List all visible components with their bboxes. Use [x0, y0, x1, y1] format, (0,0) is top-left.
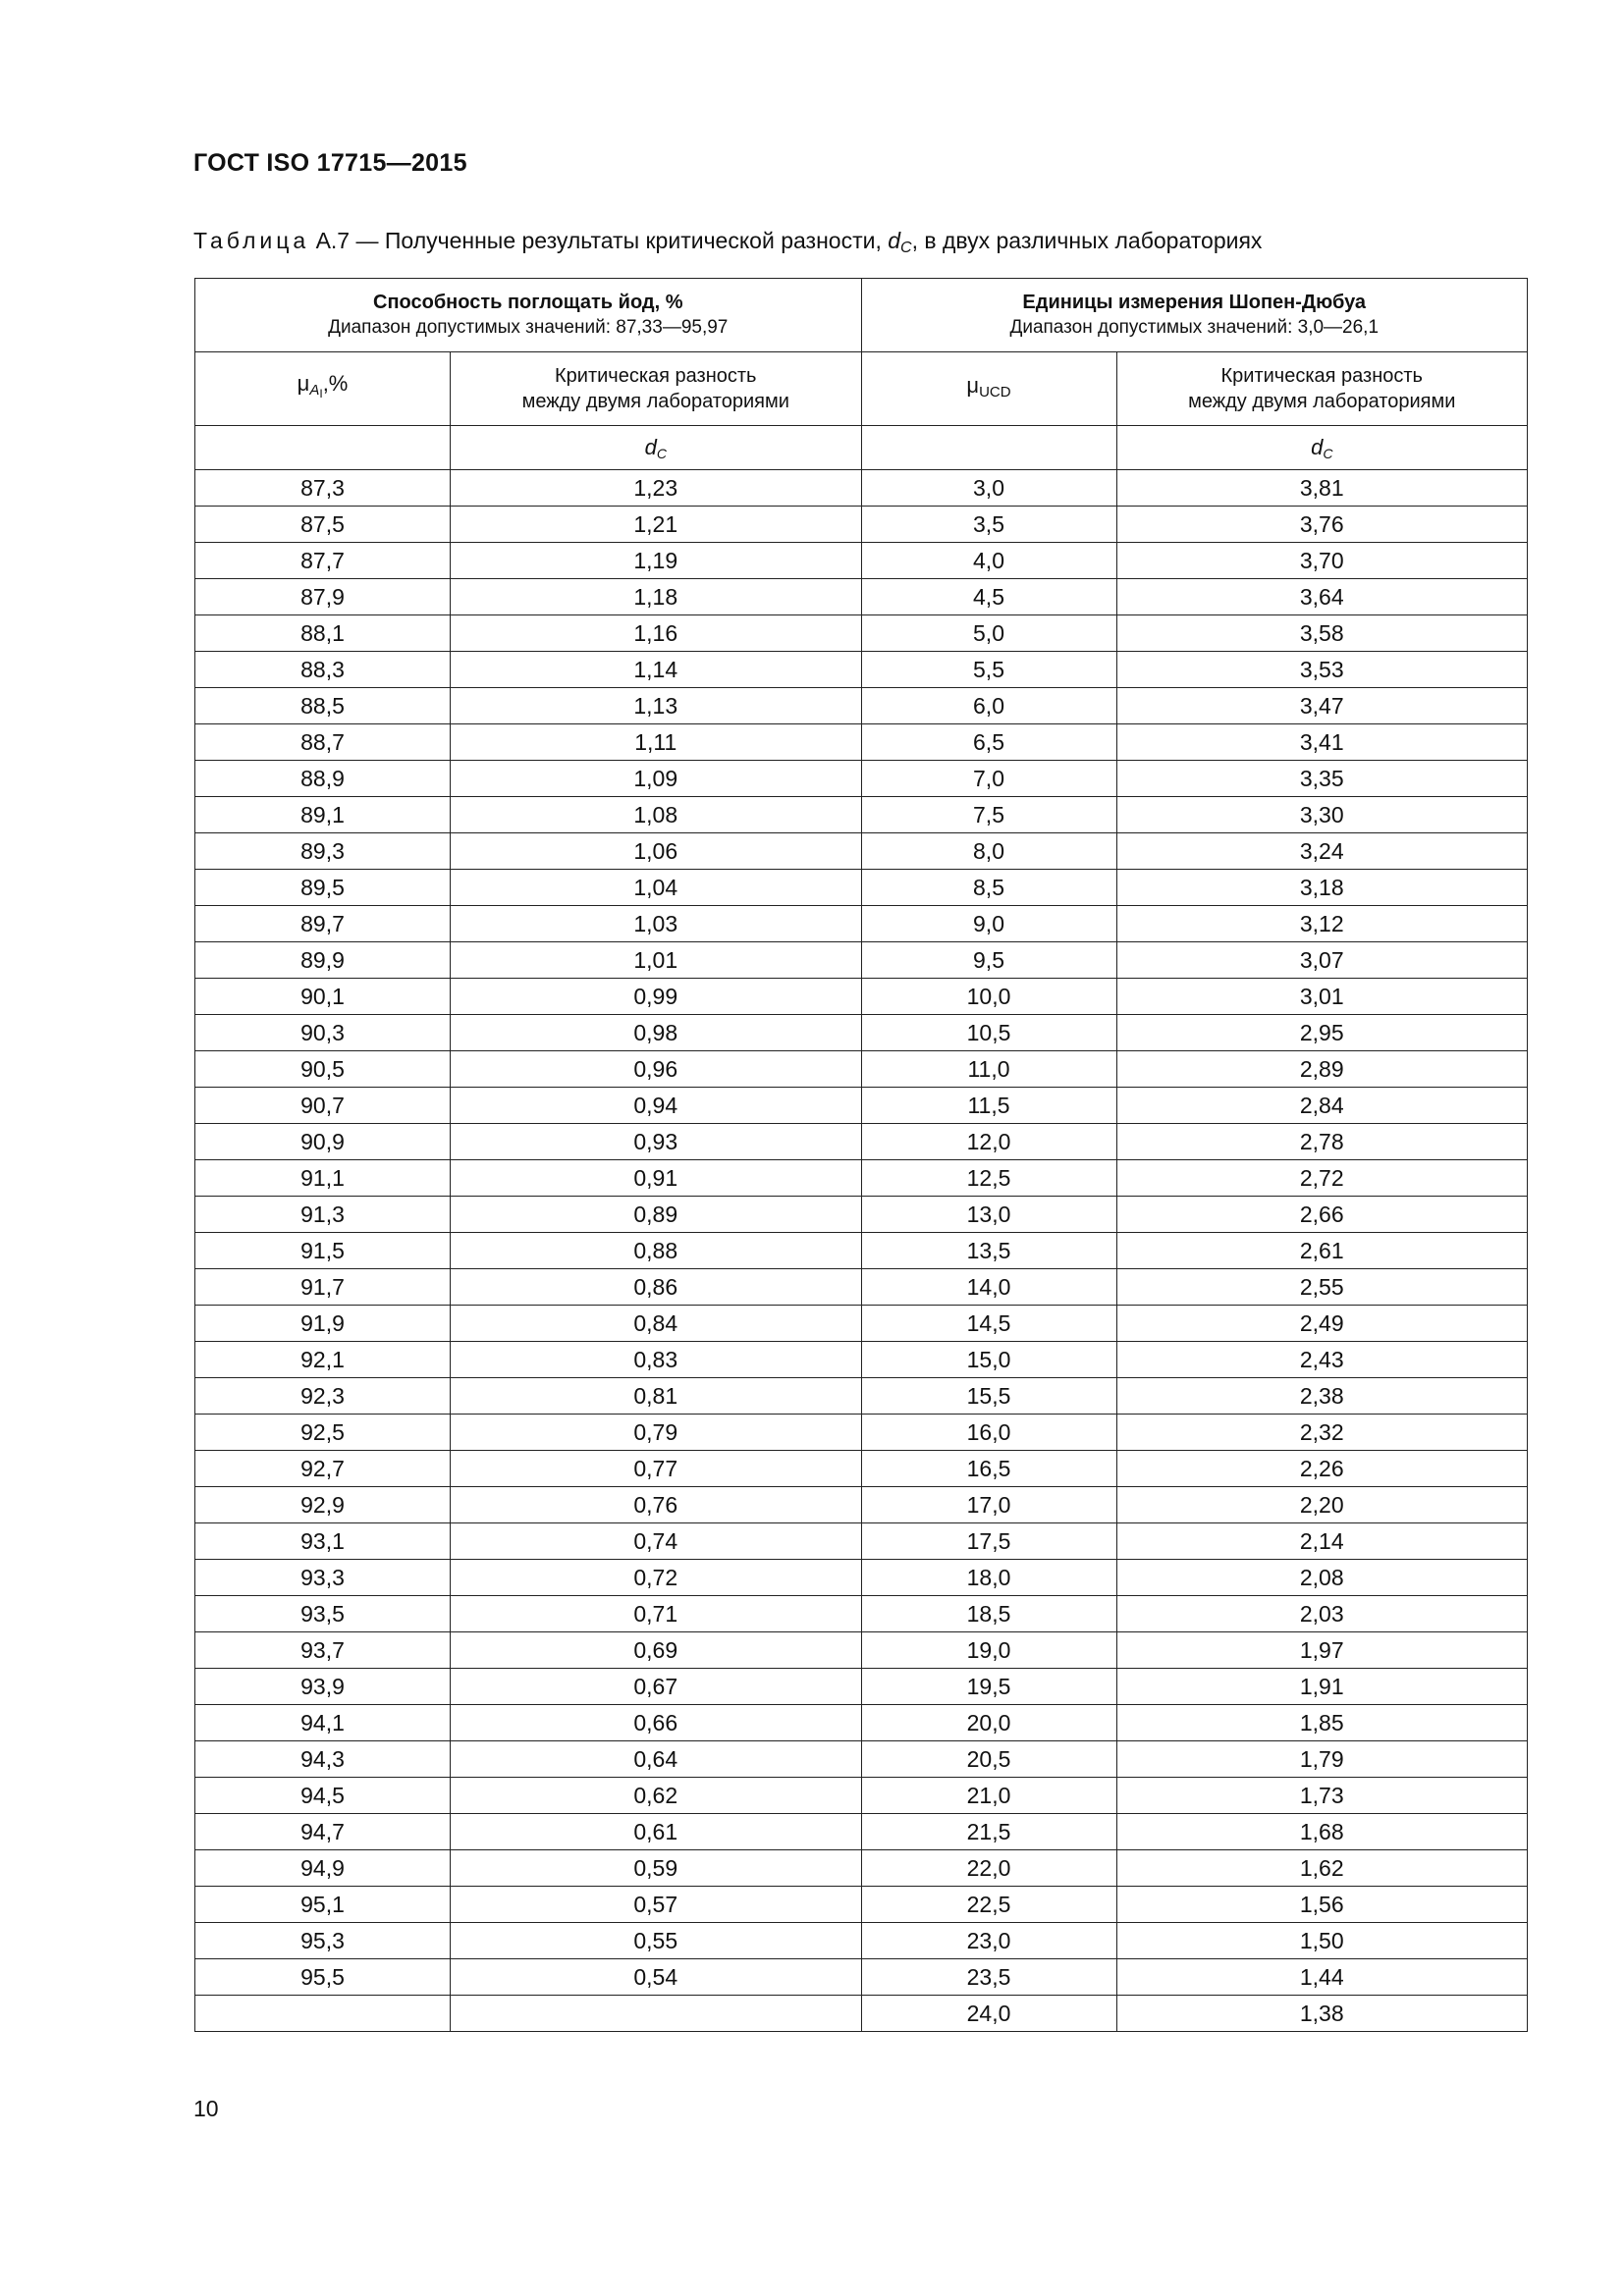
table-row — [195, 507, 1528, 543]
cell-mu-ai: 95,1 — [195, 1887, 451, 1923]
table-row — [195, 870, 1528, 906]
cell-mu-ai: 91,5 — [195, 1233, 451, 1269]
cell-dc-iodine: 0,72 — [451, 1560, 861, 1596]
table-caption-dc-subscript: C — [900, 240, 912, 256]
group-header-iodine-title: Способность поглощать йод, % — [373, 292, 683, 313]
cell-mu-ai: 92,3 — [195, 1378, 451, 1415]
table-row — [195, 1632, 1528, 1669]
column-header-left-critical-difference: Критическая разность между двумя лабораториями — [451, 352, 861, 426]
table-row — [195, 1088, 1528, 1124]
cell-dc-ucd: 2,32 — [1116, 1415, 1527, 1451]
cell-mu-ai: 90,1 — [195, 979, 451, 1015]
page-number: 10 — [193, 2096, 219, 2121]
cell-mu-ucd: 22,5 — [861, 1887, 1116, 1923]
cell-mu-ai: 91,9 — [195, 1306, 451, 1342]
cell-dc-iodine: 0,69 — [451, 1632, 861, 1669]
cell-dc-ucd: 1,56 — [1116, 1887, 1527, 1923]
cell-mu-ai: 94,1 — [195, 1705, 451, 1741]
table-row — [195, 833, 1528, 870]
table-row — [195, 979, 1528, 1015]
cell-mu-ucd: 11,0 — [861, 1051, 1116, 1088]
cell-dc-ucd: 2,72 — [1116, 1160, 1527, 1197]
cell-mu-ucd: 20,0 — [861, 1705, 1116, 1741]
cell-dc-ucd: 3,70 — [1116, 543, 1527, 579]
critical-difference-table — [194, 278, 1528, 2032]
cell-dc-ucd: 3,18 — [1116, 870, 1527, 906]
cell-dc-iodine: 0,89 — [451, 1197, 861, 1233]
cell-mu-ucd: 10,0 — [861, 979, 1116, 1015]
cell-mu-ucd: 11,5 — [861, 1088, 1116, 1124]
cell-mu-ai: 91,1 — [195, 1160, 451, 1197]
cell-mu-ucd: 23,0 — [861, 1923, 1116, 1959]
unit-cell-empty-left — [195, 426, 451, 470]
cell-dc-iodine: 0,96 — [451, 1051, 861, 1088]
table-row — [195, 1306, 1528, 1342]
cell-mu-ucd: 22,0 — [861, 1850, 1116, 1887]
cell-dc-ucd: 2,84 — [1116, 1088, 1527, 1124]
table-row — [195, 1778, 1528, 1814]
table-row — [195, 688, 1528, 724]
cell-mu-ai: 93,1 — [195, 1523, 451, 1560]
cell-dc-ucd: 3,76 — [1116, 507, 1527, 543]
cell-dc-iodine: 0,99 — [451, 979, 861, 1015]
cell-mu-ucd: 18,5 — [861, 1596, 1116, 1632]
cell-mu-ucd: 19,5 — [861, 1669, 1116, 1705]
unit-row — [195, 426, 1528, 470]
group-header-iodine — [195, 279, 862, 352]
cell-mu-ucd: 12,0 — [861, 1124, 1116, 1160]
cell-mu-ai: 91,7 — [195, 1269, 451, 1306]
cell-dc-ucd: 2,03 — [1116, 1596, 1527, 1632]
cell-dc-ucd: 2,26 — [1116, 1451, 1527, 1487]
cell-dc-iodine: 0,93 — [451, 1124, 861, 1160]
group-header-row — [195, 279, 1528, 352]
cell-mu-ai: 88,7 — [195, 724, 451, 761]
cell-dc-ucd: 3,47 — [1116, 688, 1527, 724]
cell-mu-ucd: 8,5 — [861, 870, 1116, 906]
cell-mu-ai: 93,7 — [195, 1632, 451, 1669]
table-row — [195, 1378, 1528, 1415]
table-row — [195, 1415, 1528, 1451]
cell-dc-iodine: 0,79 — [451, 1415, 861, 1451]
table-row — [195, 579, 1528, 615]
group-header-chopin-dubois-title: Единицы измерения Шопен-Дюбуа — [1022, 292, 1367, 313]
table-row — [195, 1523, 1528, 1560]
cell-mu-ucd: 19,0 — [861, 1632, 1116, 1669]
cell-mu-ai: 93,9 — [195, 1669, 451, 1705]
cell-mu-ai: 90,9 — [195, 1124, 451, 1160]
cell-mu-ai: 88,5 — [195, 688, 451, 724]
cell-mu-ucd: 20,5 — [861, 1741, 1116, 1778]
cell-dc-ucd: 3,07 — [1116, 942, 1527, 979]
cell-dc-iodine: 1,11 — [451, 724, 861, 761]
cell-mu-ucd: 16,5 — [861, 1451, 1116, 1487]
cell-mu-ai: 89,9 — [195, 942, 451, 979]
cell-mu-ucd: 13,5 — [861, 1233, 1116, 1269]
unit-cell-empty-right — [861, 426, 1116, 470]
cell-mu-ucd: 23,5 — [861, 1959, 1116, 1996]
cell-mu-ai: 92,1 — [195, 1342, 451, 1378]
cell-dc-ucd: 1,79 — [1116, 1741, 1527, 1778]
cell-dc-ucd: 1,44 — [1116, 1959, 1527, 1996]
cell-mu-ai: 94,3 — [195, 1741, 451, 1778]
column-header-mu-ai — [195, 352, 451, 426]
cell-dc-iodine: 0,94 — [451, 1088, 861, 1124]
cell-dc-iodine: 0,74 — [451, 1523, 861, 1560]
table-row — [195, 1269, 1528, 1306]
table-row — [195, 1996, 1528, 2032]
table-row — [195, 1451, 1528, 1487]
table-caption-prefix: Таблица — [193, 228, 310, 253]
table-row — [195, 1342, 1528, 1378]
unit-cell-dc-left: $d_C$ — [451, 426, 861, 470]
cell-mu-ai: 88,3 — [195, 652, 451, 688]
table-caption — [193, 228, 1262, 257]
cell-mu-ai: 87,5 — [195, 507, 451, 543]
table-row — [195, 1124, 1528, 1160]
cell-dc-iodine: 1,09 — [451, 761, 861, 797]
cell-mu-ucd: 3,0 — [861, 470, 1116, 507]
cell-dc-ucd: 2,55 — [1116, 1269, 1527, 1306]
table-row — [195, 1705, 1528, 1741]
cell-dc-iodine: 0,98 — [451, 1015, 861, 1051]
cell-mu-ucd: 24,0 — [861, 1996, 1116, 2032]
cell-mu-ai: 93,3 — [195, 1560, 451, 1596]
cell-dc-iodine: 0,64 — [451, 1741, 861, 1778]
cell-mu-ai: 91,3 — [195, 1197, 451, 1233]
cell-mu-ai: 92,7 — [195, 1451, 451, 1487]
cell-dc-iodine: 1,14 — [451, 652, 861, 688]
cell-mu-ai: 87,3 — [195, 470, 451, 507]
cell-dc-iodine: 0,81 — [451, 1378, 861, 1415]
cell-dc-ucd: 2,08 — [1116, 1560, 1527, 1596]
cell-mu-ucd: 18,0 — [861, 1560, 1116, 1596]
table-caption-text: А.7 — Полученные результаты критической разности, — [315, 228, 882, 253]
cell-mu-ucd: 15,5 — [861, 1378, 1116, 1415]
cell-dc-iodine: 0,84 — [451, 1306, 861, 1342]
table-row — [195, 1487, 1528, 1523]
table-row — [195, 470, 1528, 507]
table-row — [195, 652, 1528, 688]
table-row — [195, 1160, 1528, 1197]
table-caption-suffix: , в двух различных лабораториях — [911, 228, 1263, 253]
cell-dc-iodine: 0,62 — [451, 1778, 861, 1814]
cell-dc-ucd: 2,43 — [1116, 1342, 1527, 1378]
cell-dc-ucd: 2,38 — [1116, 1378, 1527, 1415]
cell-dc-ucd: 1,62 — [1116, 1850, 1527, 1887]
table-row — [195, 797, 1528, 833]
mu-ucd-symbol: $\mu_{UCD}$ — [966, 372, 1011, 400]
cell-mu-ucd: 21,0 — [861, 1778, 1116, 1814]
cell-dc-ucd: 3,35 — [1116, 761, 1527, 797]
group-header-chopin-dubois-range: Диапазон допустимых значений: 3,0—26,1 — [1009, 317, 1380, 338]
table-row — [195, 543, 1528, 579]
cell-dc-ucd: 2,66 — [1116, 1197, 1527, 1233]
column-header-mu-ucd — [861, 352, 1116, 426]
cell-mu-ai: 88,9 — [195, 761, 451, 797]
cell-dc-iodine: 0,76 — [451, 1487, 861, 1523]
cell-dc-iodine: 0,77 — [451, 1451, 861, 1487]
cell-dc-ucd: 3,53 — [1116, 652, 1527, 688]
cell-mu-ucd: 3,5 — [861, 507, 1116, 543]
cell-dc-iodine: 1,13 — [451, 688, 861, 724]
cell-dc-ucd: 1,91 — [1116, 1669, 1527, 1705]
cell-mu-ucd: 6,0 — [861, 688, 1116, 724]
cell-dc-iodine — [451, 1996, 861, 2032]
table-row — [195, 615, 1528, 652]
cell-mu-ai: 92,9 — [195, 1487, 451, 1523]
cell-dc-iodine: 1,04 — [451, 870, 861, 906]
group-header-iodine-range: Диапазон допустимых значений: 87,33—95,97 — [328, 317, 729, 338]
cell-mu-ai: 95,5 — [195, 1959, 451, 1996]
cell-dc-iodine: 0,91 — [451, 1160, 861, 1197]
cell-dc-ucd: 1,97 — [1116, 1632, 1527, 1669]
cell-mu-ai: 95,3 — [195, 1923, 451, 1959]
cell-dc-ucd: 1,85 — [1116, 1705, 1527, 1741]
cell-mu-ai: 94,7 — [195, 1814, 451, 1850]
cell-dc-iodine: 0,83 — [451, 1342, 861, 1378]
column-header-right-critical-difference: Критическая разность между двумя лабораториями — [1116, 352, 1527, 426]
cell-dc-iodine: 1,18 — [451, 579, 861, 615]
cell-mu-ucd: 7,0 — [861, 761, 1116, 797]
cell-mu-ucd: 15,0 — [861, 1342, 1116, 1378]
cell-mu-ucd: 9,5 — [861, 942, 1116, 979]
table-row — [195, 1814, 1528, 1850]
mu-ai-suffix: ,% — [322, 371, 349, 396]
cell-mu-ucd: 12,5 — [861, 1160, 1116, 1197]
table-row — [195, 1560, 1528, 1596]
cell-mu-ucd: 8,0 — [861, 833, 1116, 870]
cell-dc-ucd: 3,64 — [1116, 579, 1527, 615]
cell-mu-ucd: 17,5 — [861, 1523, 1116, 1560]
cell-dc-ucd: 2,49 — [1116, 1306, 1527, 1342]
cell-mu-ucd: 7,5 — [861, 797, 1116, 833]
cell-dc-iodine: 0,66 — [451, 1705, 861, 1741]
table-row — [195, 906, 1528, 942]
cell-dc-iodine: 0,67 — [451, 1669, 861, 1705]
unit-cell-dc-right: $d_C$ — [1116, 426, 1527, 470]
cell-dc-iodine: 1,21 — [451, 507, 861, 543]
cell-mu-ucd: 9,0 — [861, 906, 1116, 942]
cell-mu-ai: 90,5 — [195, 1051, 451, 1088]
table-row — [195, 1233, 1528, 1269]
table-row — [195, 1923, 1528, 1959]
table-row — [195, 724, 1528, 761]
mu-ai-symbol — [297, 371, 349, 400]
column-header-row — [195, 352, 1528, 426]
cell-dc-ucd: 2,20 — [1116, 1487, 1527, 1523]
cell-dc-iodine: 0,71 — [451, 1596, 861, 1632]
cell-dc-iodine: 1,23 — [451, 470, 861, 507]
table-row — [195, 761, 1528, 797]
cell-dc-iodine: 0,59 — [451, 1850, 861, 1887]
cell-mu-ucd: 16,0 — [861, 1415, 1116, 1451]
cell-mu-ai: 90,7 — [195, 1088, 451, 1124]
cell-dc-ucd: 1,68 — [1116, 1814, 1527, 1850]
cell-mu-ai: 94,9 — [195, 1850, 451, 1887]
cell-mu-ucd: 14,5 — [861, 1306, 1116, 1342]
cell-dc-ucd: 3,81 — [1116, 470, 1527, 507]
table-row — [195, 1596, 1528, 1632]
group-header-chopin-dubois — [861, 279, 1528, 352]
cell-dc-iodine: 0,88 — [451, 1233, 861, 1269]
cell-dc-ucd: 1,50 — [1116, 1923, 1527, 1959]
cell-dc-iodine: 0,57 — [451, 1887, 861, 1923]
cell-mu-ai: 89,7 — [195, 906, 451, 942]
cell-mu-ucd: 4,5 — [861, 579, 1116, 615]
cell-mu-ai: 94,5 — [195, 1778, 451, 1814]
cell-mu-ucd: 4,0 — [861, 543, 1116, 579]
cell-dc-iodine: 0,55 — [451, 1923, 861, 1959]
cell-dc-iodine: 1,16 — [451, 615, 861, 652]
cell-dc-ucd: 3,58 — [1116, 615, 1527, 652]
cell-mu-ai: 92,5 — [195, 1415, 451, 1451]
cell-dc-iodine: 1,19 — [451, 543, 861, 579]
cell-dc-ucd: 3,12 — [1116, 906, 1527, 942]
cell-dc-ucd: 3,01 — [1116, 979, 1527, 1015]
cell-mu-ucd: 14,0 — [861, 1269, 1116, 1306]
table-row — [195, 1051, 1528, 1088]
cell-dc-ucd: 2,95 — [1116, 1015, 1527, 1051]
table-caption-dc-symbol: d — [888, 228, 901, 253]
mu-ai-mu: μ — [297, 371, 310, 396]
cell-dc-iodine: 1,03 — [451, 906, 861, 942]
table-row — [195, 1959, 1528, 1996]
table-row — [195, 1887, 1528, 1923]
cell-dc-iodine: 0,61 — [451, 1814, 861, 1850]
cell-dc-ucd: 1,73 — [1116, 1778, 1527, 1814]
cell-dc-ucd: 1,38 — [1116, 1996, 1527, 2032]
cell-dc-ucd: 2,14 — [1116, 1523, 1527, 1560]
cell-mu-ucd: 17,0 — [861, 1487, 1116, 1523]
table-row — [195, 1015, 1528, 1051]
cell-mu-ai: 89,5 — [195, 870, 451, 906]
cell-mu-ai: 90,3 — [195, 1015, 451, 1051]
table-row — [195, 1197, 1528, 1233]
table-row — [195, 1850, 1528, 1887]
table-row — [195, 942, 1528, 979]
cell-mu-ucd: 21,5 — [861, 1814, 1116, 1850]
cell-mu-ucd: 10,5 — [861, 1015, 1116, 1051]
cell-dc-ucd: 3,24 — [1116, 833, 1527, 870]
cell-dc-iodine: 0,86 — [451, 1269, 861, 1306]
cell-dc-ucd: 3,30 — [1116, 797, 1527, 833]
cell-mu-ucd: 5,0 — [861, 615, 1116, 652]
cell-dc-iodine: 1,06 — [451, 833, 861, 870]
table-row — [195, 1669, 1528, 1705]
cell-mu-ucd: 6,5 — [861, 724, 1116, 761]
cell-mu-ucd: 13,0 — [861, 1197, 1116, 1233]
cell-dc-iodine: 0,54 — [451, 1959, 861, 1996]
mu-ai-sub: AI — [309, 382, 323, 400]
cell-mu-ai: 89,1 — [195, 797, 451, 833]
document-header: ГОСТ ISO 17715—2015 — [193, 149, 467, 177]
cell-mu-ai: 89,3 — [195, 833, 451, 870]
cell-mu-ai: 87,9 — [195, 579, 451, 615]
table-row — [195, 1741, 1528, 1778]
cell-mu-ai: 88,1 — [195, 615, 451, 652]
cell-dc-ucd: 2,89 — [1116, 1051, 1527, 1088]
cell-mu-ai: 87,7 — [195, 543, 451, 579]
cell-dc-ucd: 3,41 — [1116, 724, 1527, 761]
cell-mu-ai: 93,5 — [195, 1596, 451, 1632]
cell-mu-ucd: 5,5 — [861, 652, 1116, 688]
cell-dc-ucd: 2,78 — [1116, 1124, 1527, 1160]
cell-dc-ucd: 2,61 — [1116, 1233, 1527, 1269]
cell-dc-iodine: 1,08 — [451, 797, 861, 833]
cell-mu-ai — [195, 1996, 451, 2032]
cell-dc-iodine: 1,01 — [451, 942, 861, 979]
